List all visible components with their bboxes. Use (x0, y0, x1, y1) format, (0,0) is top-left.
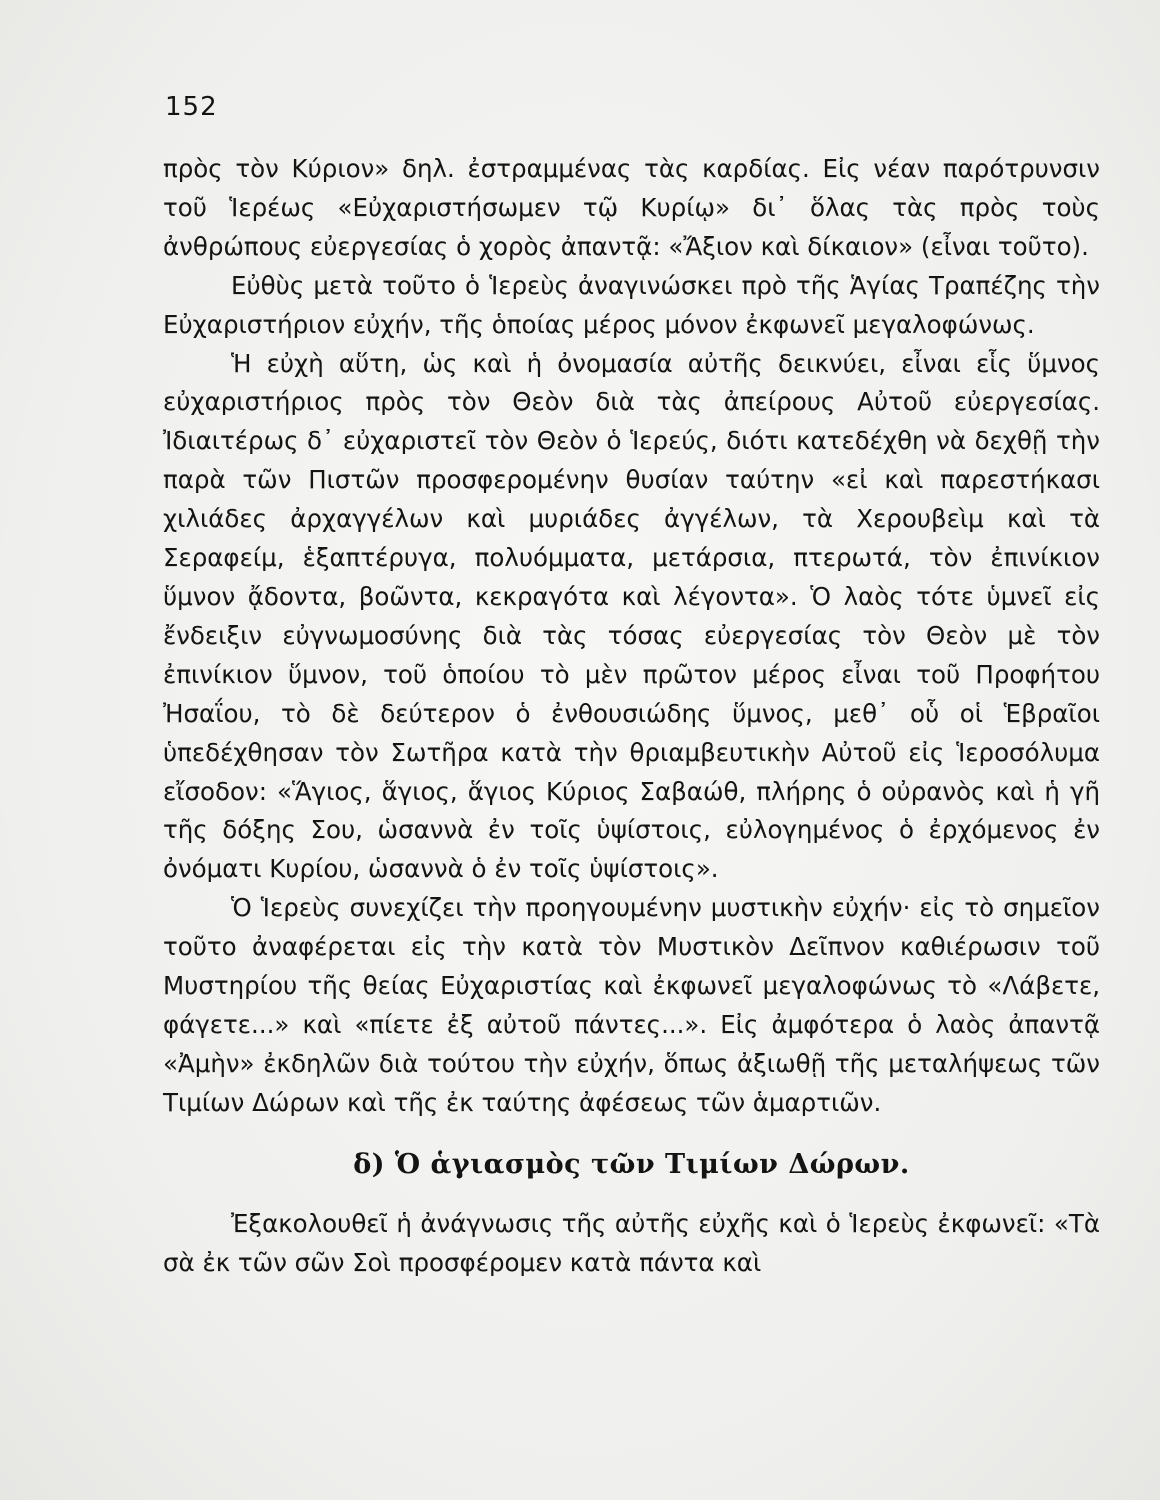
paragraph-mystical-supper: Ὁ Ἱερεὺς συνεχίζει τὴν προηγουμένην μυστικὴν εὐχήν· εἰς τὸ σημεῖον τοῦτο ἀναφέρεται εἰς τὴν κατὰ τὸν Μυστικὸν Δεῖπνον καθιέρωσιν τοῦ Μυστηρίου τῆς θείας Εὐχαριστίας καὶ ἐκφωνεῖ μεγαλοφώνως τὸ «Λάβετε, φάγετε...» καὶ «πίετε ἐξ αὐτοῦ πάντες...». Εἰς ἀμφότερα ὁ λαὸς ἀπαντᾷ «Ἀμὴν» ἐκδηλῶν διὰ τούτου τὴν εὐχήν, ὅπως ἀξιωθῇ τῆς μεταλήψεως τῶν Τιμίων Δώρων καὶ τῆς ἐκ ταύτης ἀφέσεως τῶν ἁμαρτιῶν. (163, 893, 1100, 1117)
page-number: 152 (165, 92, 218, 122)
section-heading: δ) Ὁ ἁγιασμὸς τῶν Τιμίων Δώρων. (353, 1148, 910, 1180)
paragraph-eucharistic-prayer: Εὐθὺς μετὰ τοῦτο ὁ Ἱερεὺς ἀναγινώσκει πρὸ τῆς Ἁγίας Τραπέζης τὴν Εὐχαριστήριον εὐχήν, τῆς ὁποίας μέρος μόνον ἐκφωνεῖ μεγαλοφώνως. (163, 270, 1100, 339)
paragraph-hymn-of-thanksgiving: Ἡ εὐχὴ αὕτη, ὡς καὶ ἡ ὀνομασία αὐτῆς δεικνύει, εἶναι εἷς ὕμνος εὐχαριστήριος πρὸς τὸν Θεὸν διὰ τὰς ἀπείρους Αὐτοῦ εὐεργεσίας. Ἰδιαιτέρως δ᾿ εὐχαριστεῖ τὸν Θεὸν ὁ Ἱερεύς, διότι κατεδέχθη νὰ δεχθῇ τὴν παρὰ τῶν Πιστῶν προσφερομένην θυσίαν ταύτην «εἰ καὶ παρεστήκασι χιλιάδες ἀρχαγγέλων καὶ μυριάδες ἀγγέλων, τὰ Χερουβεὶμ καὶ τὰ Σεραφείμ, ἑξαπτέρυγα, πολυόμματα, μετάρσια, πτερωτά, τὸν ἐπινίκιον ὕμνον ᾄδοντα, βοῶντα, κεκραγότα καὶ λέγοντα». Ὁ λαὸς τότε ὑμνεῖ εἰς ἔνδειξιν εὐγνωμοσύνης διὰ τὰς τόσας εὐεργεσίας τὸν Θεὸν μὲ τὸν ἐπινίκιον ὕμνον, τοῦ ὁποίου τὸ μὲν πρῶτον μέρος εἶναι τοῦ Προφήτου Ἠσαΐου, τὸ δὲ δεύτερον ὁ ἐνθουσιώδης ὕμνος, μεθ᾿ οὗ οἱ Ἑβραῖοι ὑπεδέχθησαν τὸν Σωτῆρα κατὰ τὴν θριαμβευτικὴν Αὐτοῦ εἰς Ἱεροσόλυμα εἴσοδον: «Ἅγιος, ἅγιος, ἅγιος Κύριος Σαβαώθ, πλήρης ὁ οὐρανὸς καὶ ἡ γῆ τῆς δόξης Σου, ὡσαννὰ ἐν τοῖς ὑψίστοις, εὐλογημένος ὁ ἐρχόμενος ἐν ὀνόματι Κυρίου, ὡσαννὰ ὁ ἐν τοῖς ὑψίστοις». (163, 348, 1100, 884)
body-text (163, 150, 1100, 1282)
paragraph-continuation: πρὸς τὸν Κύριον» δηλ. ἐστραμμένας τὰς καρδίας. Εἰς νέαν παρότρυνσιν τοῦ Ἱερέως «Εὐχαριστήσωμεν τῷ Κυρίῳ» δι᾿ ὅλας τὰς πρὸς τοὺς ἀνθρώπους εὐεργεσίας ὁ χορὸς ἀπαντᾷ: «Ἄξιον καὶ δίκαιον» (εἶναι τοῦτο). (163, 154, 1100, 261)
paragraph-sanctification: Ἐξακολουθεῖ ἡ ἀνάγνωσις τῆς αὐτῆς εὐχῆς καὶ ὁ Ἱερεὺς ἐκφωνεῖ: «Τὰ σὰ ἐκ τῶν σῶν Σοὶ προσφέρομεν κατὰ πάντα καὶ (163, 1208, 1100, 1277)
